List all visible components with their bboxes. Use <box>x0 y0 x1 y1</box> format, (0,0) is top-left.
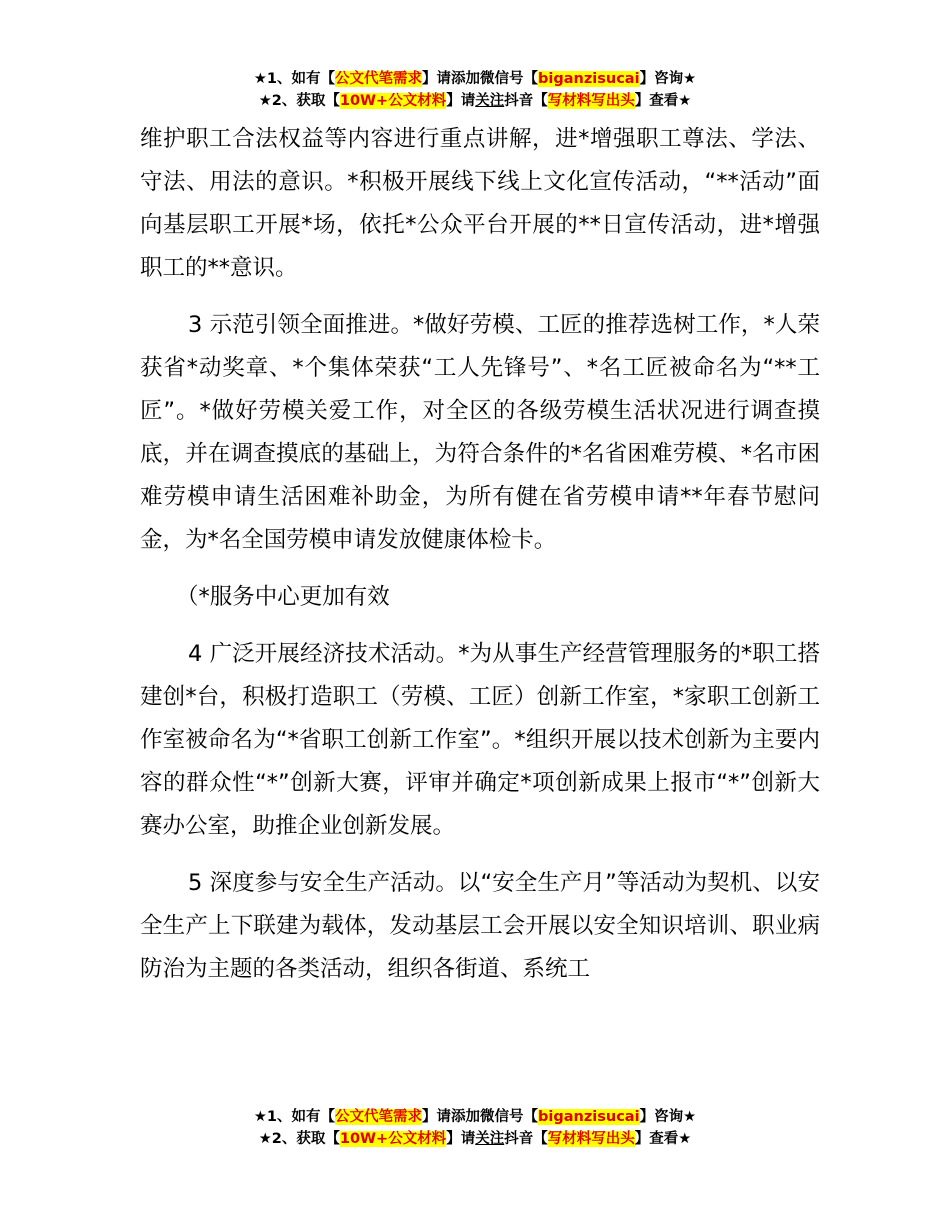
paragraph-4: 4 广泛开展经济技术活动。*为从事生产经营管理服务的*职工搭建创*台，积极打造职工（劳模、工匠）创新工作室，*家职工创新工作室被命名为“*省职工创新工作室”。*组织开展以技术创新为主要内容的群众性“*”创新大赛，评审并确定*项创新成果上报市“*”创新大赛办公室，助推企业创新发展。 <box>140 641 820 839</box>
douyin-account-highlight: 写材料写出头 <box>547 93 635 109</box>
wechat-id-highlight: biganzisucai <box>538 71 640 87</box>
header-line-1: ★1、如有【公文代笔需求】请添加微信号【biganzisucai】咨询★ <box>253 71 697 87</box>
footer-line-2: ★2、获取【10W+公文材料】请关注抖音【写材料写出头】查看★ <box>258 1131 692 1147</box>
materials-highlight: 10W+公文材料 <box>339 93 447 109</box>
paragraph-3: 3 示范引领全面推进。*做好劳模、工匠的推荐选树工作，*人荣获省*动奖章、*个集体荣获“工人先锋号”、*名工匠被命名为“**工匠”。*做好劳模关爱工作，对全区的各级劳模生活状况进行调查摸底，并在调查摸底的基础上，为符合条件的*名省困难劳模、*名市困难劳模申请生活困难补助金，为所有健在省劳模申请**年春节慰问金，为*名全国劳模申请发放健康体检卡。 <box>140 312 820 553</box>
douyin-account-highlight: 写材料写出头 <box>547 1131 635 1147</box>
follow-underlined: 关注 <box>475 1131 505 1147</box>
wechat-id-highlight: biganzisucai <box>538 1109 640 1125</box>
header-banner <box>0 68 950 112</box>
paragraph-5: 5 深度参与安全生产活动。以“安全生产月”等活动为契机、以安全生产上下联建为载体，发动基层工会开展以安全知识培训、职业病防治为主题的各类活动，组织各街道、系统工 <box>140 870 820 982</box>
header-line-2: ★2、获取【10W+公文材料】请关注抖音【写材料写出头】查看★ <box>258 93 692 109</box>
materials-highlight: 10W+公文材料 <box>339 1131 447 1147</box>
section-heading: （*服务中心更加有效 <box>176 584 390 610</box>
footer-line-1: ★1、如有【公文代笔需求】请添加微信号【biganzisucai】咨询★ <box>253 1109 697 1125</box>
ghostwriting-highlight: 公文代笔需求 <box>335 71 423 87</box>
footer-banner <box>0 1106 950 1150</box>
follow-underlined: 关注 <box>475 93 505 109</box>
ghostwriting-highlight: 公文代笔需求 <box>335 1109 423 1125</box>
paragraph-continuation: 维护职工合法权益等内容进行重点讲解，进*增强职工尊法、学法、守法、用法的意识。*积极开展线下线上文化宣传活动，“**活动”面向基层职工开展*场，依托*公众平台开展的**日宣传活动，进*增强职工的**意识。 <box>140 126 820 281</box>
document-body <box>140 118 820 1005</box>
